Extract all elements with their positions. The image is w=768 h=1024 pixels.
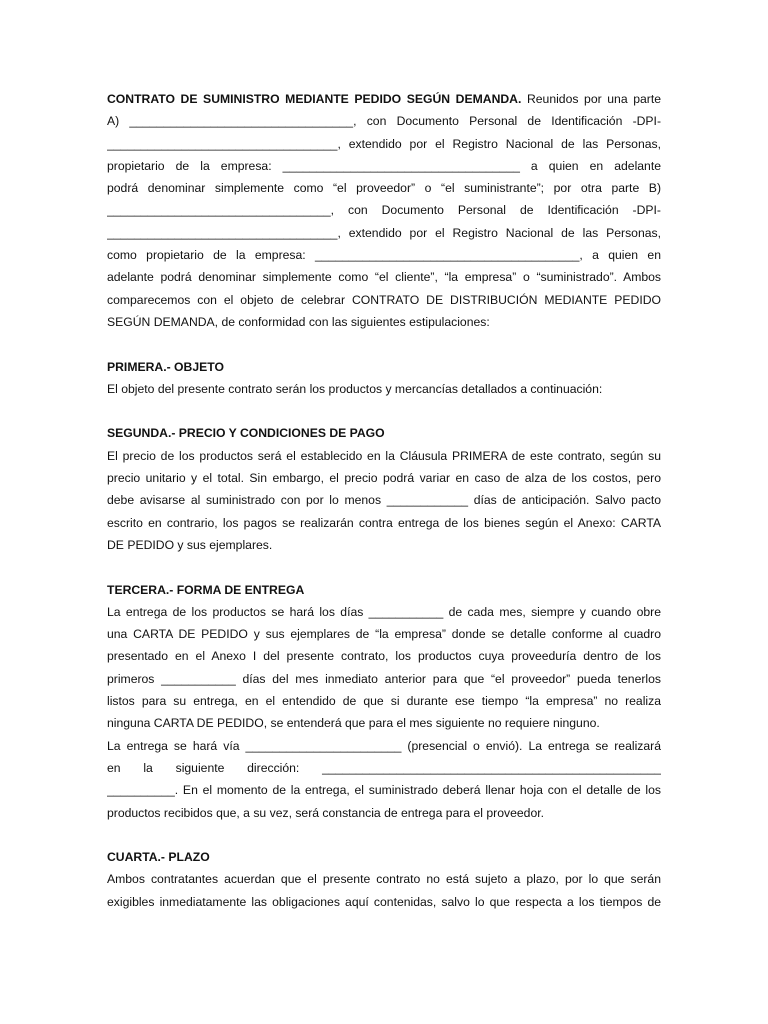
segunda-line-5: DE PEDIDO y sus ejemplares. <box>107 537 273 552</box>
contract-document <box>107 88 661 913</box>
clause-heading-segunda: SEGUNDA.- PRECIO Y CONDICIONES DE PAGO <box>107 426 385 441</box>
intro-line-10: comparecemos con el objeto de celebrar CONTRATO DE DISTRIBUCIÓN MEDIANTE PEDIDO <box>107 292 661 307</box>
clause-heading-primera: PRIMERA.- OBJETO <box>107 359 224 374</box>
intro-line-11: SEGÚN DEMANDA, de conformidad con las siguientes estipulaciones: <box>107 314 490 329</box>
tercera-line-5: listos para su entrega, en el entendido de que si durante ese tiempo “la empresa” no realiza <box>107 694 661 709</box>
paragraph-spacer <box>107 556 661 578</box>
tercera-line-6: ninguna CARTA DE PEDIDO, se entenderá que para el mes siguiente no requiere ninguno. <box>107 716 600 731</box>
primera-line-1: El objeto del presente contrato serán los productos y mercancías detallados a continuación: <box>107 381 603 396</box>
intro-line-1 <box>107 88 661 110</box>
cuarta-line-1: Ambos contratantes acuerdan que el presente contrato no está sujeto a plazo, por lo que serán <box>107 872 661 887</box>
segunda-line-3: debe avisarse al suministrado con por lo menos ____________ días de anticipación. Salvo pacto <box>107 493 661 508</box>
intro-line-4: propietario de la empresa: ___________________________________ a quien en adelante <box>107 158 661 173</box>
tercera-line-3: presentado en el Anexo I del presente contrato, los productos cuya proveeduría dentro de los <box>107 649 661 664</box>
intro-line-2: A) _________________________________, con Documento Personal de Identificación -DPI- <box>107 114 661 129</box>
intro-text: Reunidos por una parte <box>521 92 661 106</box>
clause-heading-cuarta: CUARTA.- PLAZO <box>107 850 210 865</box>
intro-line-8: como propietario de la empresa: _______________________________________, a quien en <box>107 248 661 263</box>
segunda-line-1: El precio de los productos será el establecido en la Cláusula PRIMERA de este contrato, según su <box>107 448 661 463</box>
intro-line-7: __________________________________, extendido por el Registro Nacional de las Personas, <box>107 225 661 240</box>
tercera-line-4: primeros ___________ días del mes inmediato anterior para que “el proveedor” pueda tenerlos <box>107 671 661 686</box>
intro-line-5: podrá denominar simplemente como “el proveedor” o “el suministrante”; por otra parte B) <box>107 181 661 196</box>
tercera-line-9: __________. En el momento de la entrega, el suministrado deberá llenar hoja con el detalle de los <box>107 783 661 798</box>
paragraph-spacer <box>107 824 661 846</box>
tercera-line-8: en la siguiente dirección: __________________________________________________ <box>107 760 661 775</box>
tercera-line-7: La entrega se hará vía _______________________ (presencial o envió). La entrega se realizará <box>107 738 661 753</box>
tercera-line-1: La entrega de los productos se hará los días ___________ de cada mes, siempre y cuando obre <box>107 604 661 619</box>
paragraph-spacer <box>107 400 661 422</box>
intro-line-9: adelante podrá denominar simplemente como “el cliente”, “la empresa” o “suministrado”. Ambos <box>107 270 661 285</box>
tercera-line-10: productos recibidos que, a su vez, será constancia de entrega para el proveedor. <box>107 805 544 820</box>
segunda-line-4: escrito en contrario, los pagos se realizarán contra entrega de los bienes según el Anexo: CARTA <box>107 515 661 530</box>
intro-line-3: __________________________________, extendido por el Registro Nacional de las Personas, <box>107 136 661 151</box>
clause-heading-tercera: TERCERA.- FORMA DE ENTREGA <box>107 582 305 597</box>
contract-title: CONTRATO DE SUMINISTRO MEDIANTE PEDIDO SEGÚN DEMANDA. <box>107 92 522 106</box>
paragraph-spacer <box>107 333 661 355</box>
segunda-line-2: precio unitario y el total. Sin embargo, el precio podrá variar en caso de alza de los costos, pero <box>107 471 661 486</box>
cuarta-line-2: exigibles inmediatamente las obligaciones aquí contenidas, salvo lo que respecta a los tiempos de <box>107 894 661 909</box>
intro-line-6: _________________________________, con Documento Personal de Identificación -DPI- <box>107 203 661 218</box>
tercera-line-2: una CARTA DE PEDIDO y sus ejemplares de “la empresa” donde se detalle conforme al cuadro <box>107 627 661 642</box>
